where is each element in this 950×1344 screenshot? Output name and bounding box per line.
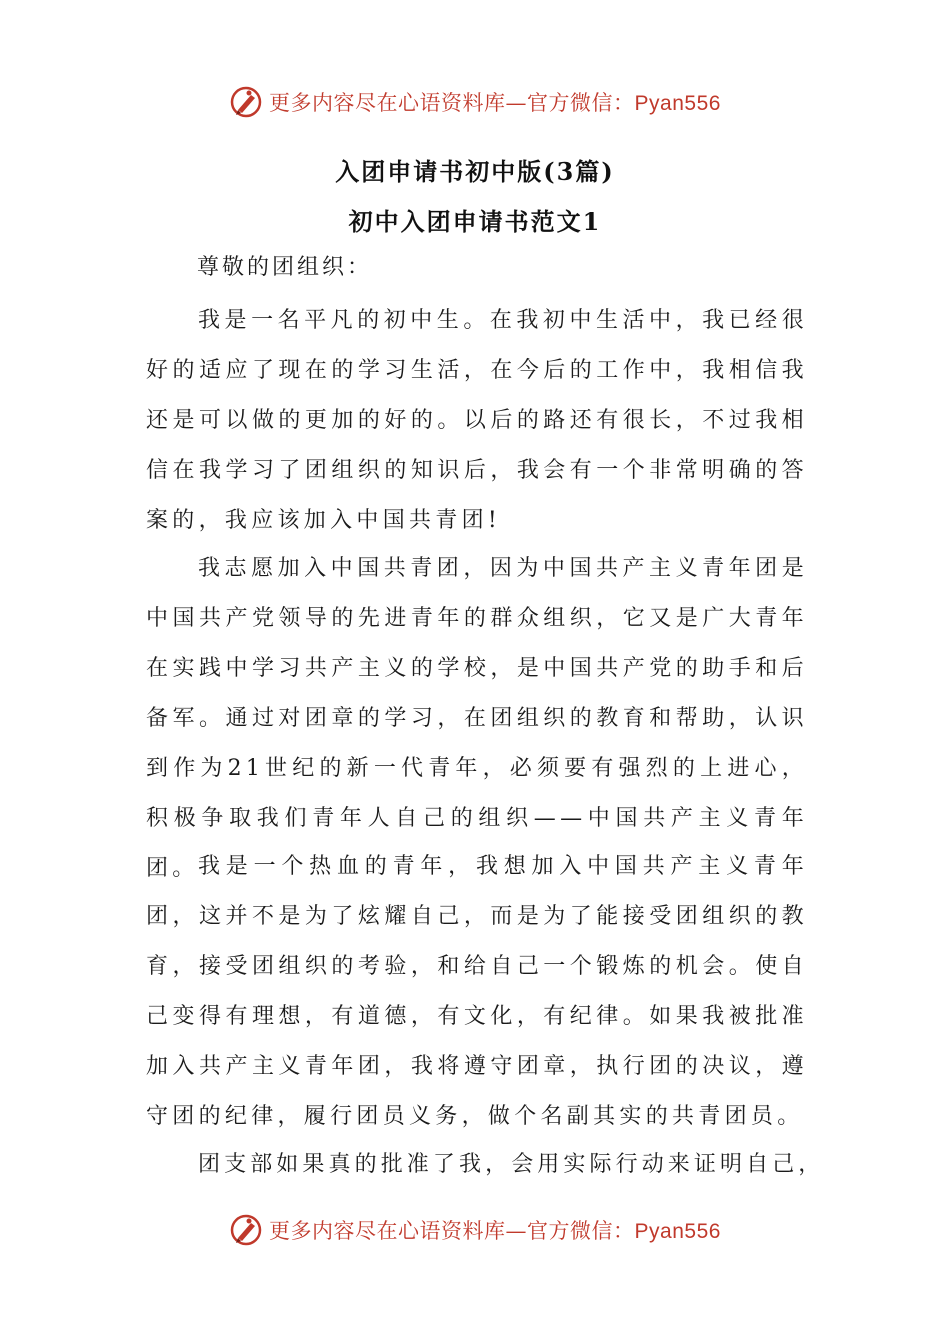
paragraph-1: 我是一名平凡的初中生。在我初中生活中，我已经很好的适应了现在的学习生活，在今后的工作中，我相信我还是可以做的更加的好的。以后的路还有很长，不过我相信在我学习了团组织的知识后，我会有一个非常明确的答案的，我应该加入中国共青团! (146, 308, 808, 533)
banner-text: 更多内容尽在心语资料库—官方微信：Pyan556 (269, 1219, 721, 1243)
banner-text: 更多内容尽在心语资料库—官方微信：Pyan556 (269, 91, 721, 115)
document-subtitle: 初中入团申请书范文1 (348, 207, 602, 236)
paragraph-4: 团支部如果真的批准了我，会用实际行动来证明自己， (198, 1152, 825, 1177)
document-title: 入团申请书初中版(3篇) (335, 157, 615, 186)
banner-wechat: Pyan556 (634, 92, 721, 115)
header-banner (0, 82, 950, 122)
pen-logo-icon (229, 85, 263, 119)
greeting: 尊敬的团组织： (197, 255, 373, 280)
footer-banner (0, 1210, 950, 1250)
paragraph-3: 我是一个热血的青年，我想加入中国共产主义青年团，这并不是为了炫耀自己，而是为了能接受团组织的教育，接受团组织的考验，和给自己一个锻炼的机会。使自己变得有理想，有道德，有文化，有纪律。如果我被批准加入共产主义青年团，我将遵守团章，执行团的决议，遵守团的纪律，履行团员义务，做个名副其实的共青团员。 (146, 854, 808, 1129)
paragraph-2: 我志愿加入中国共青团，因为中国共产主义青年团是中国共产党领导的先进青年的群众组织，它又是广大青年在实践中学习共产主义的学校，是中国共产党的助手和后备军。通过对团章的学习，在团组织的教育和帮助，认识到作为21世纪的新一代青年，必须要有强烈的上进心，积极争取我们青年人自己的组织——中国共产主义青年团。 (146, 556, 808, 881)
pen-logo-icon (229, 1213, 263, 1247)
banner-wechat: Pyan556 (634, 1220, 721, 1243)
